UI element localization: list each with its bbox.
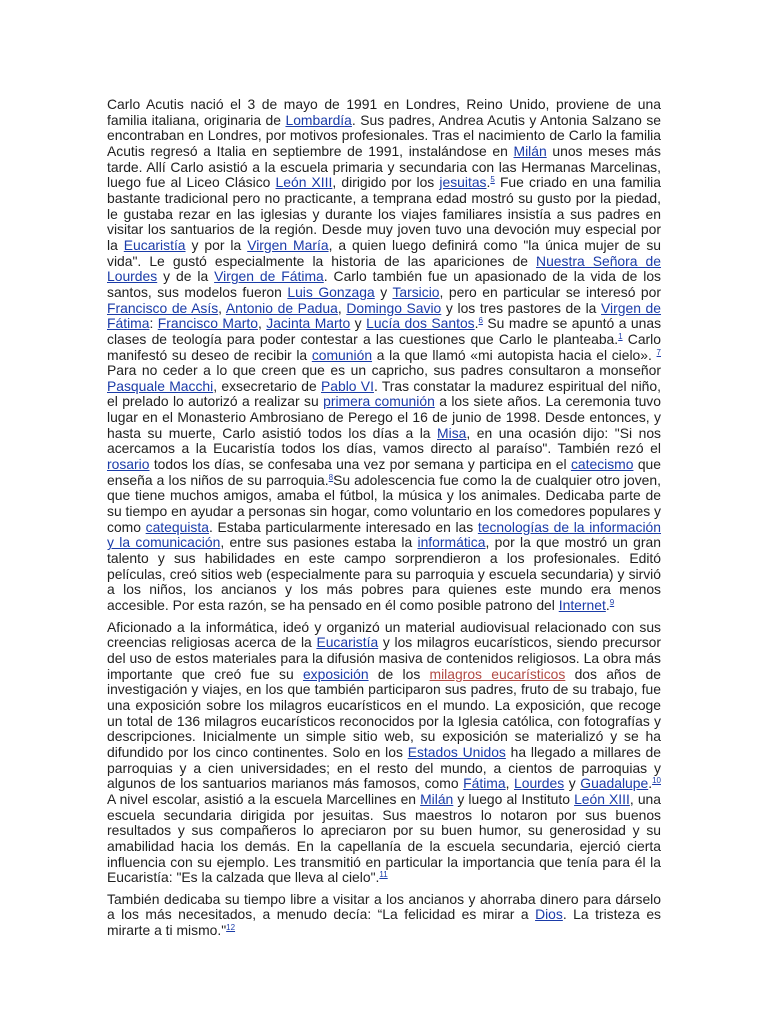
- text-run: dos años de investigación y viajes, en los que también participaron sus padres, fruto de su trabajo, fue una exposición sobre los milagros eucarísticos en el mundo. La exposición, que recoge un total de 136 milagros eucarísticos reconocidos por la Iglesia católica, con fotografías y descripciones. Inicialmente un simple sitio web, su exposición se materializó y se ha difundido por los cinco continentes. Solo en los: [107, 665, 661, 760]
- wiki-link[interactable]: Milán: [513, 142, 547, 159]
- wiki-link[interactable]: Estados Unidos: [407, 743, 506, 760]
- text-run: .: [486, 174, 491, 191]
- text-run: todos los días, se confesaba una vez por semana y participa en el: [149, 456, 571, 473]
- wiki-link[interactable]: Eucaristía: [123, 236, 186, 253]
- footnote-link[interactable]: 5: [490, 175, 495, 185]
- text-run: a los siete años. La ceremonia tuvo lugar en el Monasterio Ambrosiano de Perego el 16 de junio de 1998. Desde entonces, y hasta su muerte, Carlo asistió todos los días a la: [107, 393, 661, 441]
- paragraph: [107, 97, 661, 614]
- wiki-link[interactable]: Dios: [535, 906, 563, 923]
- wiki-link[interactable]: Virgen de Fátima: [107, 299, 662, 332]
- text-run: Su adolescencia fue como la de cualquier otro joven, que tiene muchos amigos, amaba el fútbol, la música y los animales. Dedicaba parte de su tiempo en ayudar a personas sin hogar, como voluntario en los comedores populares y como: [107, 471, 661, 535]
- wiki-link[interactable]: Luis Gonzaga: [287, 283, 375, 300]
- text-run: y los milagros eucarísticos, siendo precursor del uso de estos materiales para la difusión masiva de contenidos religiosos. La obra más importante que creó fue su: [107, 634, 661, 682]
- text-run: , pero en particular se interesó por: [439, 283, 662, 300]
- text-run: y: [374, 283, 393, 300]
- wiki-link[interactable]: Jacinta Marto: [266, 315, 351, 332]
- text-run: Aficionado a la informática, ideó y organizó un material audiovisual relacionado con sus creencias religiosas acerca de la: [107, 618, 661, 651]
- wiki-link[interactable]: Milán: [420, 790, 454, 807]
- text-run: de los: [368, 665, 430, 682]
- paragraph: [107, 620, 661, 886]
- text-run: También dedicaba su tiempo libre a visitar a los ancianos y ahorraba dinero para dárselo a los más necesitados, a menudo decía: “La felicidad es mirar a: [107, 890, 661, 923]
- wiki-link[interactable]: Lucía dos Santos: [366, 315, 475, 332]
- text-run: , a quien luego definirá como "la única mujer de su vida". Le gustó especialmente la historia de las apariciones de: [107, 236, 661, 269]
- wiki-link[interactable]: primera comunión: [323, 393, 435, 410]
- text-run: A nivel escolar, asistió a la escuela Marcellines en: [107, 790, 421, 807]
- text-run: ,: [337, 299, 347, 316]
- wiki-link[interactable]: Francisco de Asís: [107, 299, 219, 316]
- text-run: Carlo Acutis nació el 3 de mayo de 1991 en Londres, Reino Unido, proviene de una familia italiana, originaria de: [107, 96, 661, 128]
- text-run: y luego al Instituto: [453, 790, 575, 807]
- text-run: a la que llamó «mi autopista hacia el cielo».: [372, 346, 657, 363]
- text-run: Fue criado en una familia bastante tradicional pero no practicante, a temprana edad mostró su gusto por la piedad, le gustaba rezar en las iglesias y durante los viajes familiares insistía a sus padres en visitar los santuarios de la región. Desde muy joven tuvo una devoción muy especial por la: [107, 174, 661, 253]
- wiki-link[interactable]: catequista: [145, 518, 209, 535]
- text-run: . Carlo también fue un apasionado de la vida de los santos, sus modelos fueron: [107, 268, 661, 300]
- wiki-link[interactable]: Virgen María: [247, 236, 329, 253]
- footnote-link[interactable]: 1: [618, 331, 623, 341]
- text-run: ,: [257, 315, 267, 332]
- wiki-link[interactable]: tecnologías de la información y la comunicación: [107, 518, 662, 551]
- text-run: .: [474, 315, 479, 332]
- text-run: Carlo manifestó su deseo de recibir la: [107, 330, 661, 363]
- wiki-link[interactable]: Guadalupe: [580, 775, 649, 792]
- wiki-link[interactable]: Internet: [558, 597, 606, 613]
- wiki-link[interactable]: Francisco Marto: [157, 315, 258, 332]
- text-run: y por la: [185, 236, 248, 253]
- footnote-link[interactable]: 10: [652, 776, 661, 786]
- text-run: . La tristeza es mirarte a ti mismo.": [107, 906, 661, 939]
- wiki-link[interactable]: milagros eucarísticos: [429, 665, 566, 682]
- text-run: , por la que mostró un gran talento y sus habilidades en este campo sorprendieron a los profesionales. Editó películas, creó sitios web (especialmente para su parroquia y escuela secundaria) y sirvió a los niños, los ancianos y los más pobres para quienes este mundo era menos accesible. Por esta razón, se ha pensado en él como posible patrono del: [107, 534, 661, 613]
- text-run: unos meses más tarde. Allí Carlo asistió a la escuela primaria y secundaria con las Hermanas Marcelinas, luego fue al Liceo Clásico: [107, 142, 661, 191]
- footnote-link[interactable]: 6: [478, 316, 483, 326]
- wiki-link[interactable]: rosario: [107, 456, 150, 473]
- text-run: , exsecretario de: [213, 377, 321, 394]
- wiki-link[interactable]: Domingo Savio: [346, 299, 442, 316]
- text-run: Para no ceder a lo que creen que es un capricho, sus padres consultaron a monseñor: [107, 362, 661, 379]
- text-run: y: [564, 775, 581, 792]
- wiki-link[interactable]: Pasquale Macchi: [107, 377, 214, 394]
- text-run: :: [149, 315, 158, 332]
- wiki-link[interactable]: Tarsicio: [392, 283, 440, 300]
- wiki-link[interactable]: Antonio de Padua: [225, 299, 338, 316]
- text-run: , entre sus pasiones estaba la: [220, 534, 418, 551]
- text-run: y los tres pastores de la: [441, 299, 602, 316]
- wiki-link[interactable]: catecismo: [570, 456, 634, 473]
- wiki-link[interactable]: Fátima: [463, 775, 506, 792]
- wiki-link[interactable]: exposición: [302, 665, 369, 682]
- text-run: . Estaba particularmente interesado en las: [208, 518, 478, 535]
- wiki-link[interactable]: comunión: [311, 346, 373, 363]
- wiki-link[interactable]: Eucaristía: [316, 634, 379, 651]
- wiki-link[interactable]: Pablo VI: [321, 377, 374, 394]
- text-run: . Sus padres, Andrea Acutis y Antonia Salzano se encontraban en Londres, por motivos profesionales. Tras el nacimiento de Carlo la familia Acutis regresó a Italia en septiembre de 1991, instalándose en: [107, 111, 661, 159]
- wiki-link[interactable]: Virgen de Fátima: [214, 268, 324, 285]
- text-run: .: [605, 597, 610, 613]
- footnote-link[interactable]: 7: [656, 347, 661, 357]
- text-run: ,: [505, 775, 514, 792]
- footnote-link[interactable]: 12: [226, 923, 236, 933]
- wiki-link[interactable]: Lourdes: [514, 775, 565, 792]
- text-run: ha llegado a millares de parroquias y a cien universidades; en el resto del mundo, a cientos de parroquias y algunos de los santuarios marianos más famosos, como: [107, 743, 661, 792]
- text-run: y: [350, 315, 367, 332]
- text-run: y de la: [157, 268, 215, 285]
- paragraph: [107, 892, 661, 939]
- text-run: . Tras constatar la madurez espiritual del niño, el prelado lo autorizó a realizar su: [107, 377, 661, 410]
- wiki-link[interactable]: informática: [417, 534, 486, 551]
- footnote-link[interactable]: 11: [379, 870, 388, 880]
- wiki-link[interactable]: León XIII: [574, 790, 630, 807]
- text-run: .: [648, 775, 653, 792]
- wiki-link[interactable]: León XIII: [275, 174, 333, 191]
- wiki-link[interactable]: Nuestra Señora de Lourdes: [107, 252, 662, 285]
- wiki-link[interactable]: Misa: [437, 424, 467, 441]
- wiki-link[interactable]: Lombardía: [285, 111, 352, 128]
- text-run: , una escuela secundaria dirigida por jesuitas. Sus maestros lo notaron por sus buenos resultados y sus compañeros lo apreciaron por su buen humor, su generosidad y su amabilidad hacia los demás. En la capellanía de la escuela secundaria, ejerció cierta influencia con su ejemplo. Les transmitió en particular la importancia que tenía para él la Eucaristía: "Es la calzada que lleva al cielo".: [107, 790, 661, 886]
- footnote-link[interactable]: 8: [328, 472, 334, 482]
- text-run: que enseña a los niños de su parroquia.: [107, 456, 661, 488]
- text-run: , dirigido por los: [332, 174, 440, 191]
- footnote-link[interactable]: 9: [609, 598, 615, 607]
- wiki-link[interactable]: jesuitas: [439, 174, 487, 191]
- text-run: Su madre se apuntó a unas clases de teología para poder contestar a las cuestiones que Carlo le planteaba.: [107, 315, 662, 347]
- article-body: [107, 97, 661, 945]
- text-run: , en una ocasión dijo: "Si nos acercamos a la Eucaristía todos los días, vamos directo al paraíso". También rezó el: [107, 424, 661, 457]
- text-run: ,: [218, 299, 226, 316]
